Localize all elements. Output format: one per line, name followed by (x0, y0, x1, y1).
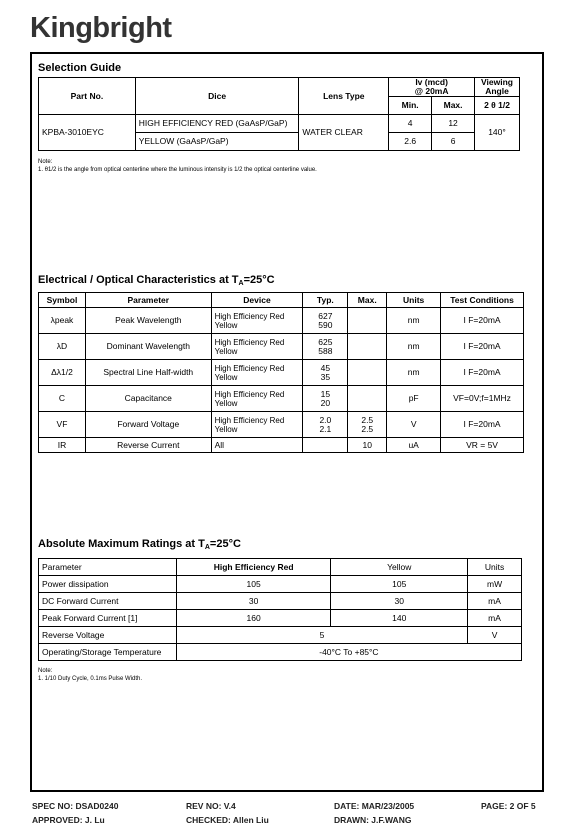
selection-note (38, 158, 317, 174)
red-value: 105 (176, 576, 331, 593)
part-number: KPBA-3010EYC (39, 115, 136, 151)
parameter: Peak Forward Current [1] (39, 610, 177, 627)
typ: 625 588 (303, 334, 348, 360)
selection-note-label: Note: (38, 159, 53, 165)
lens-type: WATER CLEAR (299, 115, 389, 151)
typ (303, 438, 348, 453)
parameter: Capacitance (85, 386, 211, 412)
header-lens-type: Lens Type (299, 78, 389, 115)
absolute-note (38, 667, 142, 683)
device: High Efficiency Red Yellow (211, 386, 303, 412)
parameter: Power dissipation (39, 576, 177, 593)
condition: I F=20mA (441, 308, 524, 334)
unit: V (387, 412, 441, 438)
yellow-value: 105 (331, 576, 468, 593)
temperature-range: -40°C To +85°C (176, 644, 521, 661)
header-min: Min. (389, 97, 432, 115)
header-units: Units (387, 293, 441, 308)
symbol: Δλ1/2 (39, 360, 86, 386)
absolute-note-text: 1. 1/10 Duty Cycle, 0.1ms Pulse Width. (38, 676, 143, 682)
absolute-title: Absolute Maximum Ratings at $T_A=25^\circ C$ (38, 538, 241, 551)
page-number: PAGE: 2 OF 5 (481, 801, 536, 811)
table-row (39, 412, 524, 438)
approved-by: APPROVED: J. Lu (32, 815, 105, 824)
table-row (39, 644, 522, 661)
parameter: Reverse Voltage (39, 627, 177, 644)
unit: mA (468, 610, 522, 627)
table-row (39, 360, 524, 386)
max (348, 334, 387, 360)
header-units: Units (468, 559, 522, 576)
checked-by: CHECKED: Allen Liu (186, 815, 269, 824)
header-max: Max. (432, 97, 475, 115)
spec-number: SPEC NO: DSAD0240 (32, 801, 119, 811)
red-value: 160 (176, 610, 331, 627)
table-row (39, 610, 522, 627)
header-typ: Typ. (303, 293, 348, 308)
table-row (39, 576, 522, 593)
max (348, 386, 387, 412)
condition: VR = 5V (441, 438, 524, 453)
symbol: λD (39, 334, 86, 360)
symbol: IR (39, 438, 86, 453)
viewing-angle-value: 140° (475, 115, 520, 151)
dice-yellow: YELLOW (GaAsP/GaP) (135, 133, 299, 151)
header-device: Device (211, 293, 303, 308)
iv-min-red: 4 (389, 115, 432, 133)
parameter: Peak Wavelength (85, 308, 211, 334)
absolute-ratings-table (38, 558, 522, 661)
typ: 2.0 2.1 (303, 412, 348, 438)
parameter: Spectral Line Half-width (85, 360, 211, 386)
symbol: VF (39, 412, 86, 438)
selection-note-text: 1. θ1/2 is the angle from optical centerline where the luminous intensity is 1/2 the optical centerline value. (38, 167, 317, 173)
table-row (39, 386, 524, 412)
max (348, 360, 387, 386)
header-dice: Dice (135, 78, 299, 115)
condition: I F=20mA (441, 334, 524, 360)
iv-max-yellow: 6 (432, 133, 475, 151)
unit: mA (468, 593, 522, 610)
condition: I F=20mA (441, 360, 524, 386)
header-max: Max. (348, 293, 387, 308)
header-angle-symbol: 2 θ 1/2 (475, 97, 520, 115)
table-row (39, 627, 522, 644)
iv-max-red: 12 (432, 115, 475, 133)
device: High Efficiency Red Yellow (211, 334, 303, 360)
red-value: 30 (176, 593, 331, 610)
selection-guide-table (38, 77, 520, 151)
unit: V (468, 627, 522, 644)
revision-number: REV NO: V.4 (186, 801, 236, 811)
parameter: Forward Voltage (85, 412, 211, 438)
condition: I F=20mA (441, 412, 524, 438)
document-date: DATE: MAR/23/2005 (334, 801, 415, 811)
absolute-note-label: Note: (38, 668, 53, 674)
header-symbol: Symbol (39, 293, 86, 308)
yellow-value: 30 (331, 593, 468, 610)
parameter: Dominant Wavelength (85, 334, 211, 360)
selection-guide-title: Selection Guide (38, 62, 122, 74)
drawn-by: DRAWN: J.F.WANG (334, 815, 412, 824)
max: 10 (348, 438, 387, 453)
typ: 15 20 (303, 386, 348, 412)
table-row (39, 593, 522, 610)
electrical-table (38, 292, 524, 453)
table-row (39, 334, 524, 360)
header-part-no: Part No. (39, 78, 136, 115)
symbol: C (39, 386, 86, 412)
table-row (39, 438, 524, 453)
device: All (211, 438, 303, 453)
header-viewing-angle: Viewing Angle (475, 78, 520, 97)
electrical-title: Electrical / Optical Characteristics at $T_A=25^\circ C$ (38, 274, 275, 287)
header-iv: Iv (mcd) @ 20mA (389, 78, 475, 97)
typ: 45 35 (303, 360, 348, 386)
parameter: DC Forward Current (39, 593, 177, 610)
header-test-conditions: Test Conditions (441, 293, 524, 308)
symbol: λpeak (39, 308, 86, 334)
unit: pF (387, 386, 441, 412)
unit: uA (387, 438, 441, 453)
device: High Efficiency Red Yellow (211, 308, 303, 334)
unit: nm (387, 360, 441, 386)
unit: nm (387, 308, 441, 334)
parameter: Reverse Current (85, 438, 211, 453)
header-yellow: Yellow (331, 559, 468, 576)
typ: 627 590 (303, 308, 348, 334)
device: High Efficiency Red Yellow (211, 360, 303, 386)
device: High Efficiency Red Yellow (211, 412, 303, 438)
iv-min-yellow: 2.6 (389, 133, 432, 151)
max (348, 308, 387, 334)
unit: mW (468, 576, 522, 593)
dice-red: HIGH EFFICIENCY RED (GaAsP/GaP) (135, 115, 299, 133)
yellow-value: 140 (331, 610, 468, 627)
max: 2.5 2.5 (348, 412, 387, 438)
table-row (39, 308, 524, 334)
parameter: Operating/Storage Temperature (39, 644, 177, 661)
kingbright-logo: Kingbright (30, 12, 172, 44)
header-parameter: Parameter (85, 293, 211, 308)
reverse-voltage-value: 5 (176, 627, 467, 644)
condition: VF=0V;f=1MHz (441, 386, 524, 412)
header-parameter: Parameter (39, 559, 177, 576)
unit: nm (387, 334, 441, 360)
header-red: High Efficiency Red (176, 559, 331, 576)
